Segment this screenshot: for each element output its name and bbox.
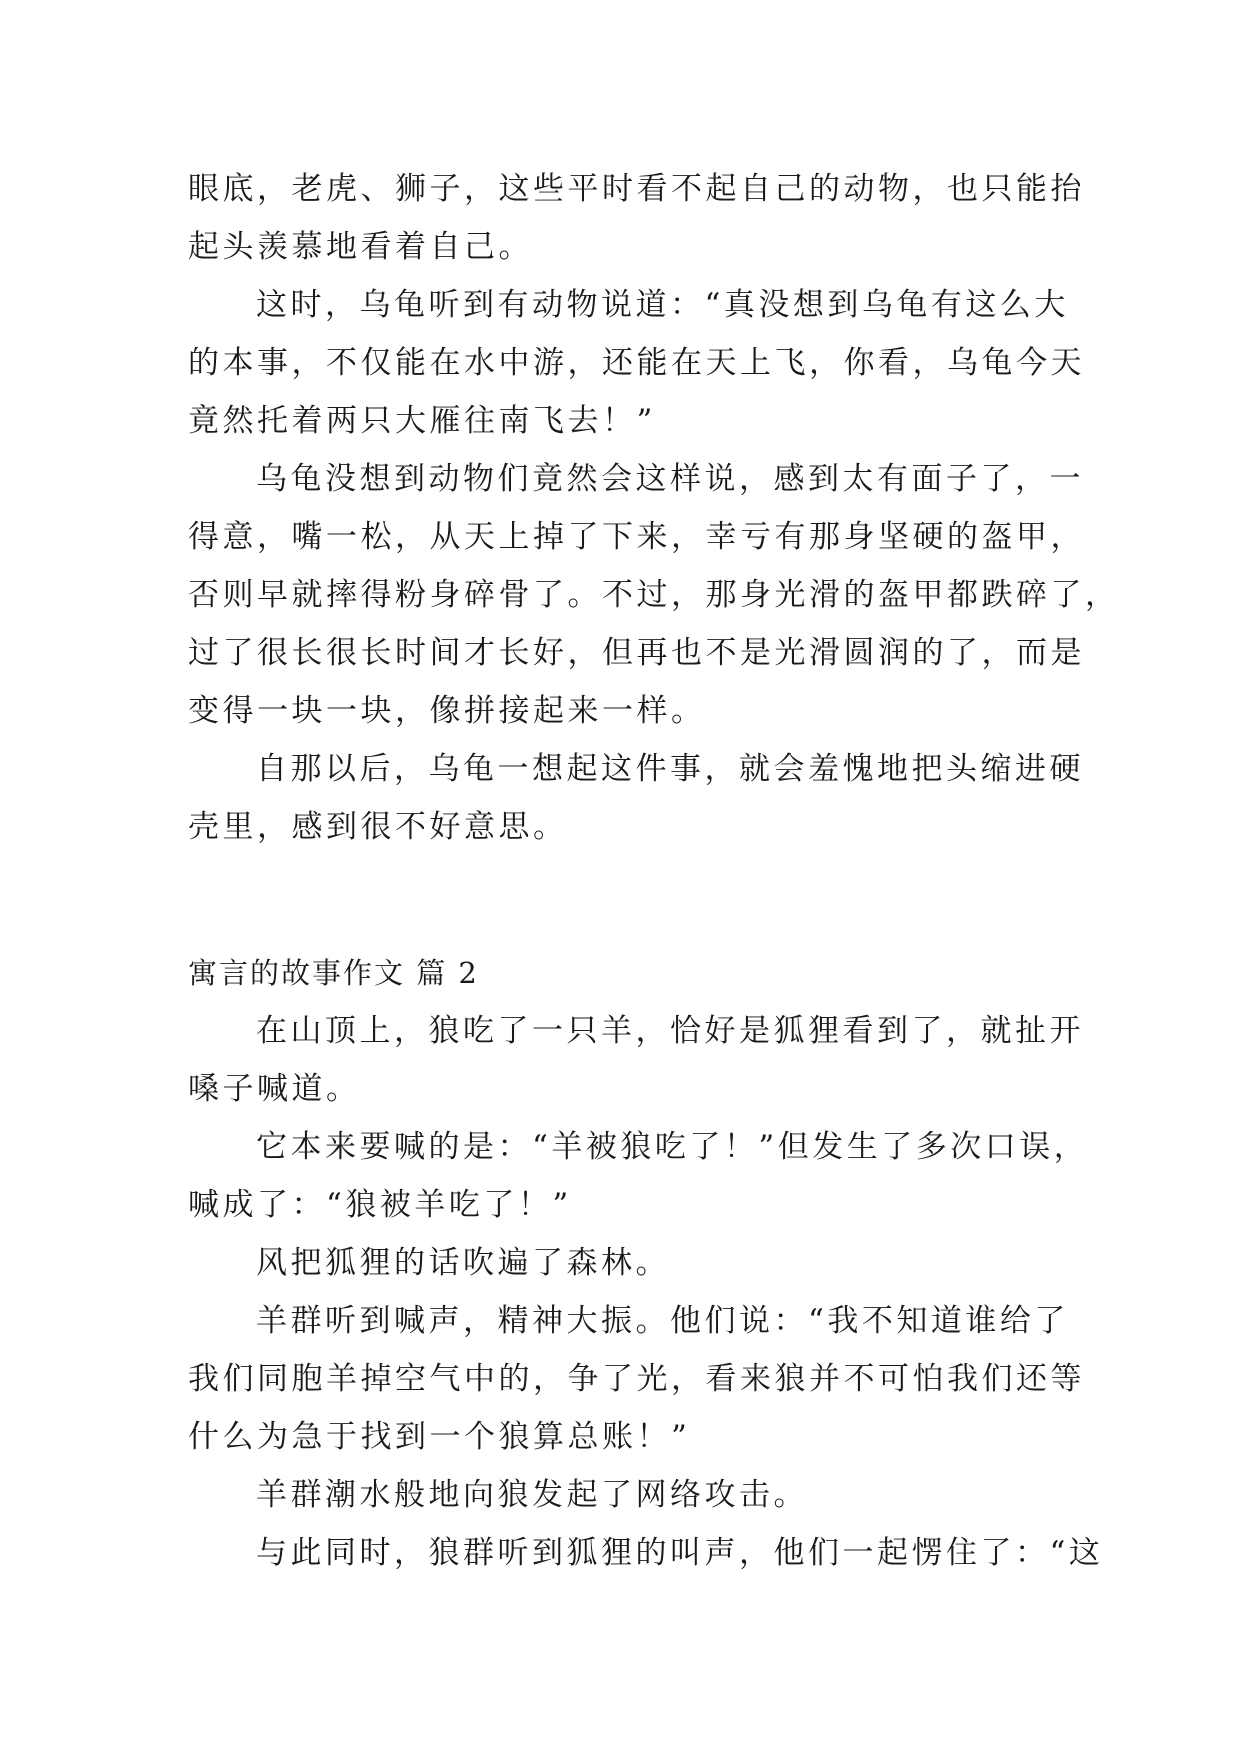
text-line: 的本事，不仅能在水中游，还能在天上飞，你看，乌龟今天 <box>188 345 1085 381</box>
text-line: 眼底，老虎、狮子，这些平时看不起自己的动物，也只能抬 <box>188 171 1085 207</box>
text-line: 什么为急于找到一个狼算总账！” <box>188 1419 691 1455</box>
text-line: 竟然托着两只大雁往南飞去！” <box>188 403 656 439</box>
text-line: 在山顶上，狼吃了一只羊，恰好是狐狸看到了，就扯开 <box>256 1013 1084 1049</box>
text-line: 羊群潮水般地向狼发起了网络攻击。 <box>256 1477 808 1513</box>
text-line: 得意，嘴一松，从天上掉了下来，幸亏有那身坚硬的盔甲， <box>188 519 1085 555</box>
text-line: 风把狐狸的话吹遍了森林。 <box>256 1245 670 1281</box>
text-line: 过了很长很长时间才长好，但再也不是光滑圆润的了，而是 <box>188 635 1085 671</box>
text-line: 我们同胞羊掉空气中的，争了光，看来狼并不可怕我们还等 <box>188 1361 1085 1397</box>
section-gap <box>188 856 1058 944</box>
text-line: 喊成了：“狼被羊吃了！” <box>188 1187 572 1223</box>
text-line: 乌龟没想到动物们竟然会这样说，感到太有面子了，一 <box>256 461 1084 497</box>
text-line: 这时，乌龟听到有动物说道：“真没想到乌龟有这么大 <box>256 287 1069 323</box>
text-line: 嗓子喊道。 <box>188 1071 361 1107</box>
document-page <box>188 160 1120 1582</box>
text-line: 壳里，感到很不好意思。 <box>188 809 568 845</box>
text-line: 与此同时，狼群听到狐狸的叫声，他们一起愣住了：“这 <box>256 1535 1104 1571</box>
text-line: 羊群听到喊声，精神大振。他们说：“我不知道谁给了 <box>256 1303 1069 1339</box>
section-title: 寓言的故事作文 篇 2 <box>188 956 479 990</box>
text-line: 变得一块一块，像拼接起来一样。 <box>188 693 706 729</box>
text-line: 自那以后，乌龟一想起这件事，就会羞愧地把头缩进硬 <box>256 751 1084 787</box>
text-line: 起头羡慕地看着自己。 <box>188 229 533 265</box>
text-line: 否则早就摔得粉身碎骨了。不过，那身光滑的盔甲都跌碎了， <box>188 577 1120 613</box>
text-line: 它本来要喊的是：“羊被狼吃了！”但发生了多次口误， <box>256 1129 1089 1165</box>
